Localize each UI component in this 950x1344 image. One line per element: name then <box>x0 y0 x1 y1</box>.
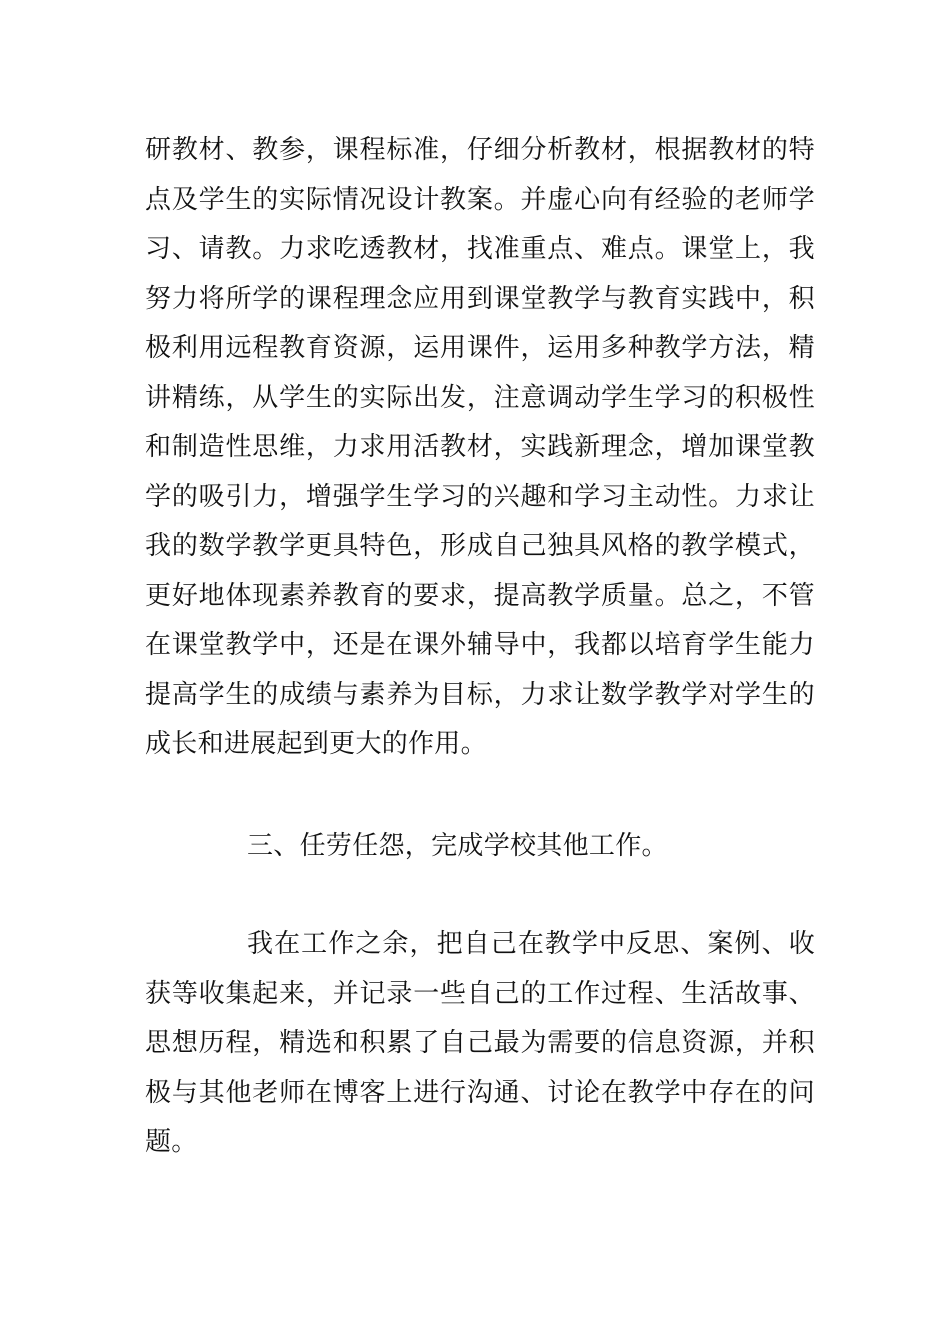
section-heading: 三、任劳任怨，完成学校其他工作。 <box>247 831 668 861</box>
body-paragraph-teaching: 研教材、教参，课程标准，仔细分析教材，根据教材的特点及学生的实际情况设计教案。并虚心向有经验的老师学习、请教。力求吃透教材，找准重点、难点。课堂上，我努力将所学的课程理念应用到课堂教学与教育实践中，积极利用远程教育资源，运用课件，运用多种教学方法，精讲精练，从学生的实际出发，注意调动学生学习的积极性和制造性思维，力求用活教材，实践新理念，增加课堂教学的吸引力，增强学生学习的兴趣和学习主动性。力求让我的数学教学更具特色，形成自己独具风格的教学模式，更好地体现素养教育的要求，提高教学质量。总之，不管在课堂教学中，还是在课外辅导中，我都以培育学生能力提高学生的成绩与素养为目标，力求让数学教学对学生的成长和进展起到更大的作用。 <box>145 135 815 759</box>
body-paragraph-other-work: 我在工作之余，把自己在教学中反思、案例、收获等收集起来，并记录一些自己的工作过程、生活故事、思想历程，精选和积累了自己最为需要的信息资源，并积极与其他老师在博客上进行沟通、讨论在教学中存在的问题。 <box>145 929 815 1157</box>
